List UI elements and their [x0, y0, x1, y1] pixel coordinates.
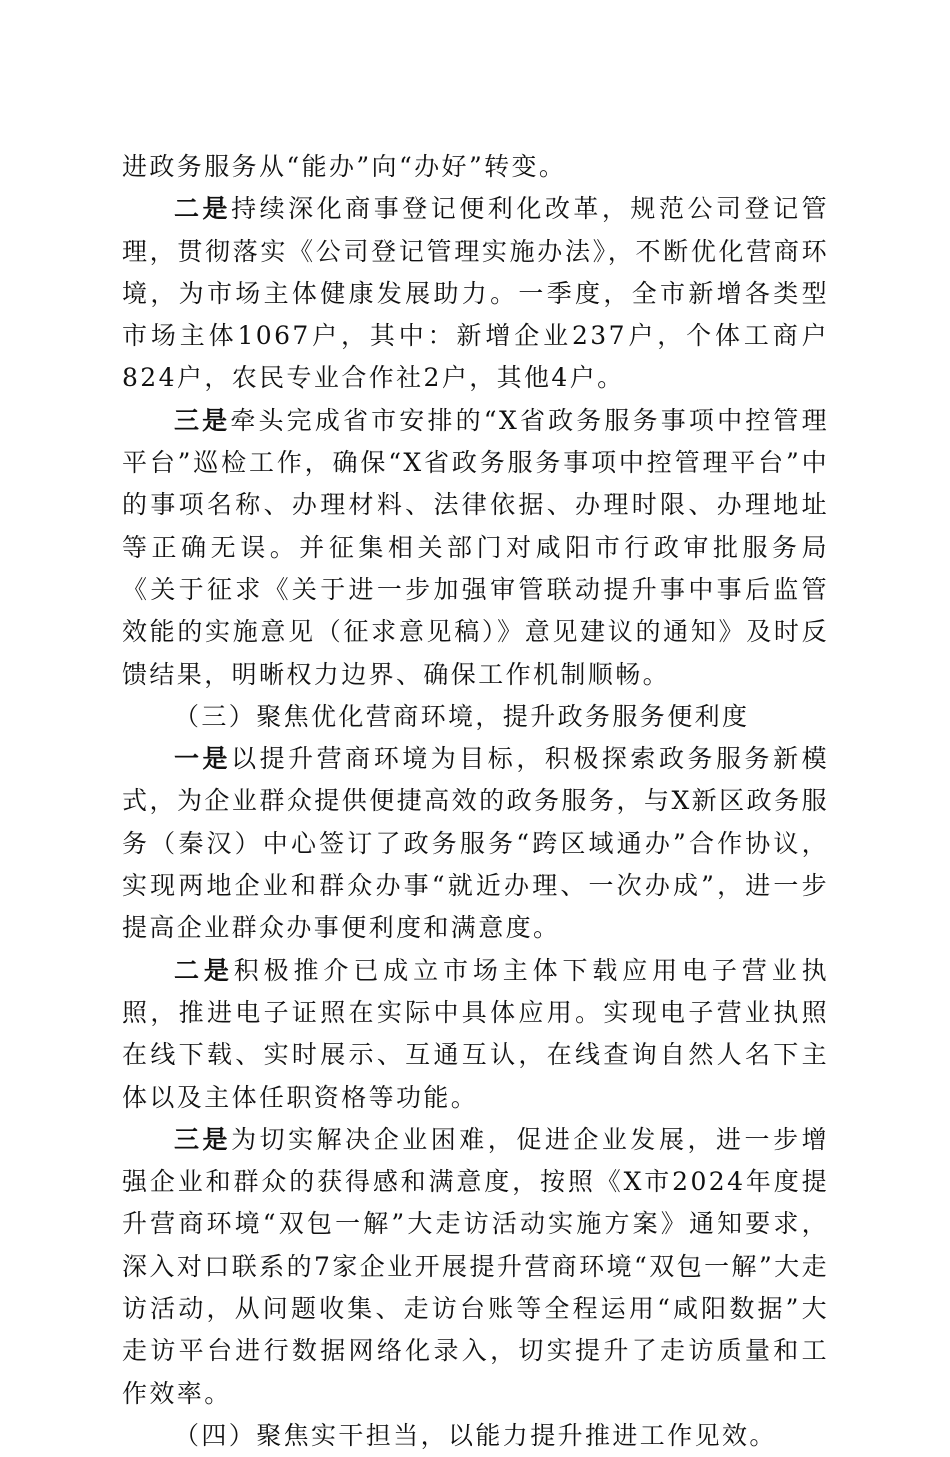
- paragraph-item-2-1: [122, 188, 829, 399]
- paragraph-text: 牵头完成省市安排的“X省政务服务事项中控管理平台”巡检工作，确保“X省政务服务事项中控管理平台”中的事项名称、办理材料、法律依据、办理时限、办理地址等正确无误。并征集相关部门对咸阳市行政审批服务局《关于征求《关于进一步加强审管联动提升事中事后监管效能的实施意见（征求意见稿）》意见建议的通知》及时反馈结果，明晰权力边界、确保工作机制顺畅。: [122, 405, 829, 689]
- paragraph-lead: 三是: [174, 1124, 232, 1154]
- paragraph-lead: 二是: [174, 194, 232, 224]
- section-heading-3: [122, 696, 829, 738]
- paragraph-text: 为切实解决企业困难，促进企业发展，进一步增强企业和群众的获得感和满意度，按照《X市2024年度提升营商环境“双包一解”大走访活动实施方案》通知要求，深入对口联系的7家企业开展提升营商环境“双包一解”大走访活动，从问题收集、走访台账等全程运用“咸阳数据”大走访平台进行数据网络化录入，切实提升了走访质量和工作效率。: [122, 1124, 829, 1408]
- paragraph-item-1-3: [122, 738, 829, 949]
- paragraph-text: 持续深化商事登记便利化改革，规范公司登记管理，贯彻落实《公司登记管理实施办法》，不断优化营商环境，为市场主体健康发展助力。一季度，全市新增各类型市场主体1067户，其中：新增企业237户，个体工商户824户，农民专业合作社2户，其他4户。: [122, 194, 829, 393]
- paragraph-text: 以提升营商环境为目标，积极探索政务服务新模式，为企业群众提供便捷高效的政务服务，与X新区政务服务（秦汉）中心签订了政务服务“跨区域通办”合作协议，实现两地企业和群众办事“就近办理、一次办成”，进一步提高企业群众办事便利度和满意度。: [122, 744, 829, 943]
- heading-text: （三）聚焦优化营商环境，提升政务服务便利度: [174, 701, 750, 731]
- paragraph-text: 积极推介已成立市场主体下载应用电子营业执照，推进电子证照在实际中具体应用。实现电子营业执照在线下载、实时展示、互通互认，在线查询自然人名下主体以及主体任职资格等功能。: [122, 955, 829, 1112]
- heading-text: （四）聚焦实干担当，以能力提升推进工作见效。: [174, 1420, 777, 1450]
- paragraph-lead: 三是: [174, 405, 231, 435]
- paragraph-lead: 二是: [174, 955, 234, 985]
- section-heading-4: [122, 1415, 829, 1457]
- document-body: [122, 146, 829, 1457]
- paragraph-item-3-3: [122, 1119, 829, 1415]
- paragraph-item-3-1: [122, 400, 829, 696]
- paragraph-lead: 一是: [174, 744, 232, 774]
- paragraph-item-2-3: [122, 950, 829, 1119]
- paragraph-continuation: [122, 146, 829, 188]
- paragraph-text: 进政务服务从“能办”向“办好”转变。: [122, 152, 567, 181]
